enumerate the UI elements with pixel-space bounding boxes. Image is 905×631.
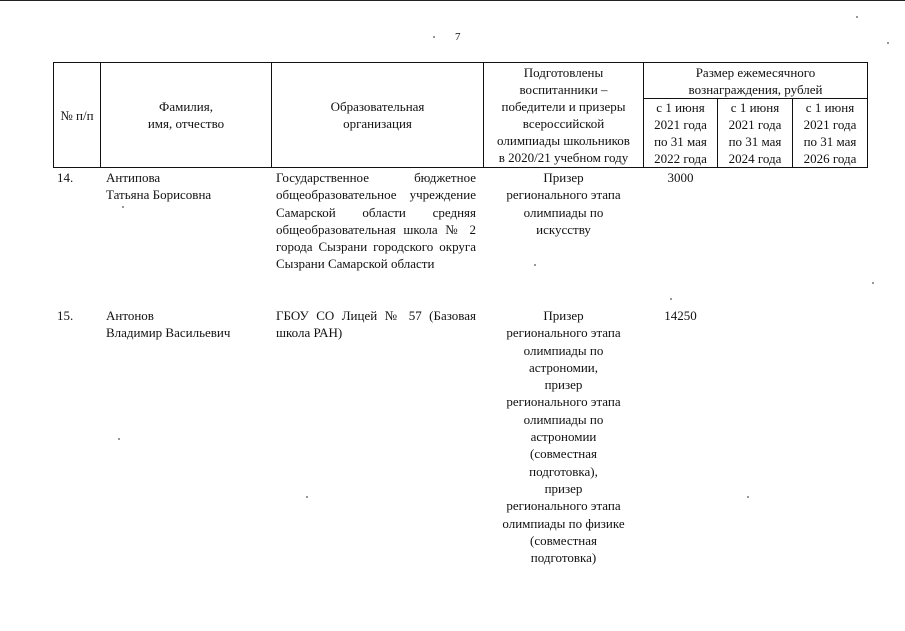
header-organization: [271, 62, 484, 168]
scan-speck: [670, 298, 672, 300]
row-organization: Государственное бюджетное общеобразовательное учреждение Самарской области средняя общеобразовательная школа № 2 города Сызрани городского округа Сызрани Самарской области: [276, 170, 476, 272]
header-period-2-label: с 1 июня 2021 года по 31 мая 2024 года: [728, 100, 782, 166]
scan-edge-line: [0, 0, 905, 1]
scan-speck: [534, 264, 536, 266]
header-organization-label: Образовательная организация: [330, 99, 425, 131]
header-period-1: [643, 98, 718, 168]
scan-speck: [856, 16, 858, 18]
header-prepared-label: Подготовлены воспитанники – победители и призеры всероссийской олимпиады школьников в 2020/21 учебном году: [497, 65, 630, 165]
scan-speck: [747, 496, 749, 498]
header-number: [53, 62, 101, 168]
header-number-label: № п/п: [60, 107, 94, 123]
header-reward: [643, 62, 868, 99]
row-number: 14.: [57, 170, 74, 185]
header-reward-label: Размер ежемесячного вознаграждения, рублей: [688, 64, 823, 97]
row-organization: ГБОУ СО Лицей № 57 (Базовая школа РАН): [276, 308, 476, 341]
row-person-name: Антонов Владимир Васильевич: [106, 308, 231, 341]
header-name-label: Фамилия, имя, отчество: [147, 99, 225, 131]
scan-speck: [306, 496, 308, 498]
scan-speck: [887, 42, 889, 44]
header-period-1-label: с 1 июня 2021 года по 31 мая 2022 года: [654, 100, 707, 166]
scan-speck: [433, 36, 435, 38]
page-number: 7: [455, 31, 461, 43]
header-period-3-label: с 1 июня 2021 года по 31 мая 2026 года: [803, 100, 857, 166]
scan-speck: [118, 438, 120, 440]
scan-speck: [122, 206, 124, 208]
row-prepared: Призер регионального этапа олимпиады по астрономии, призер регионального этапа олимпиады по астрономии (совместная подготовка), призер регионального этапа олимпиады по физике (совместная подготовка): [502, 308, 625, 566]
row-amount: 14250: [664, 308, 697, 323]
row-person-name: Антипова Татьяна Борисовна: [106, 170, 212, 203]
header-name: [100, 62, 272, 168]
header-period-2: [717, 98, 793, 168]
header-prepared: [483, 62, 644, 168]
row-prepared: Призер регионального этапа олимпиады по искусству: [506, 170, 621, 237]
scan-speck: [872, 282, 874, 284]
header-period-3: [792, 98, 868, 168]
row-amount: 3000: [667, 170, 694, 185]
row-number: 15.: [57, 308, 74, 323]
